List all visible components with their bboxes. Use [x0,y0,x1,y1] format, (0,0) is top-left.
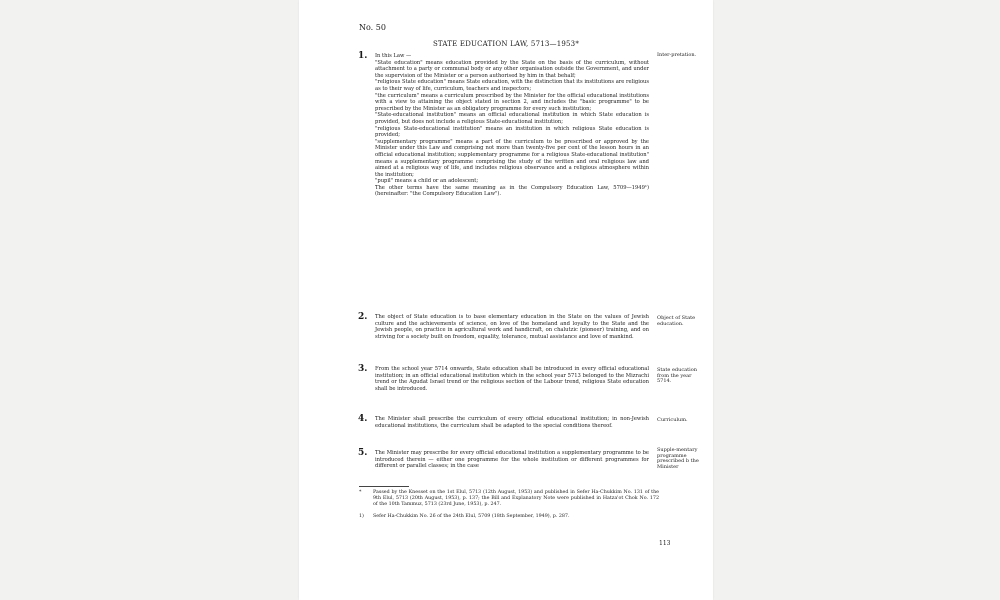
definition: "State-educational institution" means an official educational institution in which State education is provided, but does not include a religious State-educational institution; [375,112,649,125]
section-text: The object of State education is to base elementary education in the State on the values of Jewish culture and the achievements of science, on love of the homeland and loyalty to the State and the Jewish people, on practice in agricultural work and handicraft, on chalutzic (pioneer) training, and on striving for a society built on freedom, equality, tolerance, mutual assistance and love of mankind. [375,314,649,340]
footnote [359,490,659,507]
margin-note: Curriculum. [657,417,688,423]
section-4 [359,416,649,429]
section-number: 1. [358,51,368,61]
footnote-mark: 1) [359,514,364,519]
footnote-divider [359,486,409,487]
page-number: 113 [659,540,671,547]
footnote-mark: * [359,490,362,495]
section-number: 3. [358,364,368,374]
document-title: STATE EDUCATION LAW, 5713—1953* [432,40,580,48]
section-number: 4. [358,414,368,424]
margin-note: State education from the year 5714. [657,367,697,385]
definition: "pupil" means a child or an adolescent; [375,178,479,185]
document-page [299,0,713,600]
section-text: The Minister shall prescribe the curriculum of every official educational institution; in non-Jewish educational institutions, the curriculum shall be adapted to the special conditions thereof. [375,416,649,429]
section-closing: The other terms have the same meaning as in the Compulsory Education Law, 5709—1949¹) (hereinafter: "the Compulsory Education Law"). [375,184,649,198]
footnote [359,514,659,520]
definition: "supplementary programme" means a part of the curriculum to be prescribed or approved by the Minister under this Law and comprising not more than twenty-five per cent of the lesson hours in an official educational institution; supplementary programme for a religious State-educational institution" means a supplementary programme comprising the study of the written and oral religious law and aimed at a religious way of life, and includes religious observance and a religious atmosphere within the institution; [375,138,649,178]
section-5 [359,450,649,470]
definition: "the curriculum" means a curriculum prescribed by the Minister for the official educational institutions with a view to attaining the object stated in section 2, and includes the "basic programme" to be prescribed by the Minister as an obligatory programme for every such institution; [375,92,649,112]
section-number: 2. [358,312,368,322]
section-text: The Minister may prescribe for every official educational institution a supplementary programme to be introduced therein — either one programme for the whole institution or different programmes for different or parallel classes; in the case [375,450,649,470]
definition: "religious State-educational institution" means an institution in which religious State education is provided; [375,125,649,139]
section-number: 5. [358,448,368,458]
document-number: No. 50 [359,23,386,32]
footnote-text: Sefer Ha-Chukkim No. 26 of the 24th Elul, 5709 (18th September, 1949), p. 287. [373,514,570,519]
section-text: From the school year 5714 onwards, State education shall be introduced in every official educational institution; in an official educational institution which in the school year 5713 belonged to the Mizrachi trend or the Agudat Israel trend or the religious section of the Labour trend, religious State education shall be introduced. [375,366,649,392]
margin-note: Supple-mentary programme prescribed b the Minister [657,447,699,470]
footnote-text: Passed by the Knesset on the 1st Elul, 5713 (12th August, 1953) and published in Sefer Ha-Chukkim No. 131 of the 9th Elul, 5713 (20th August, 1953), p. 137; the Bill and Explanatory Note were published in Hatza'ot Chok No. 172 of the 10th Tammuz, 5713 (23rd June, 1953), p. 247. [373,490,659,507]
margin-note: Inter-pretation. [657,52,697,58]
margin-note: Object of State education. [657,315,696,327]
definition: "religious State education" means State education, with the distinction that its institutions are religious as to their way of life, curriculum, teachers and inspectors; [375,79,649,92]
section-2 [359,314,649,340]
definition: "State education" means education provided by the State on the basis of the curriculum, without attachment to a party or communal body or any other organisation outside the Government, and under the supervision of the Minister or a person authorised by him in that behalf; [375,59,649,79]
section-1 [359,53,649,198]
section-intro: In this Law — [375,53,412,59]
section-3 [359,366,649,392]
